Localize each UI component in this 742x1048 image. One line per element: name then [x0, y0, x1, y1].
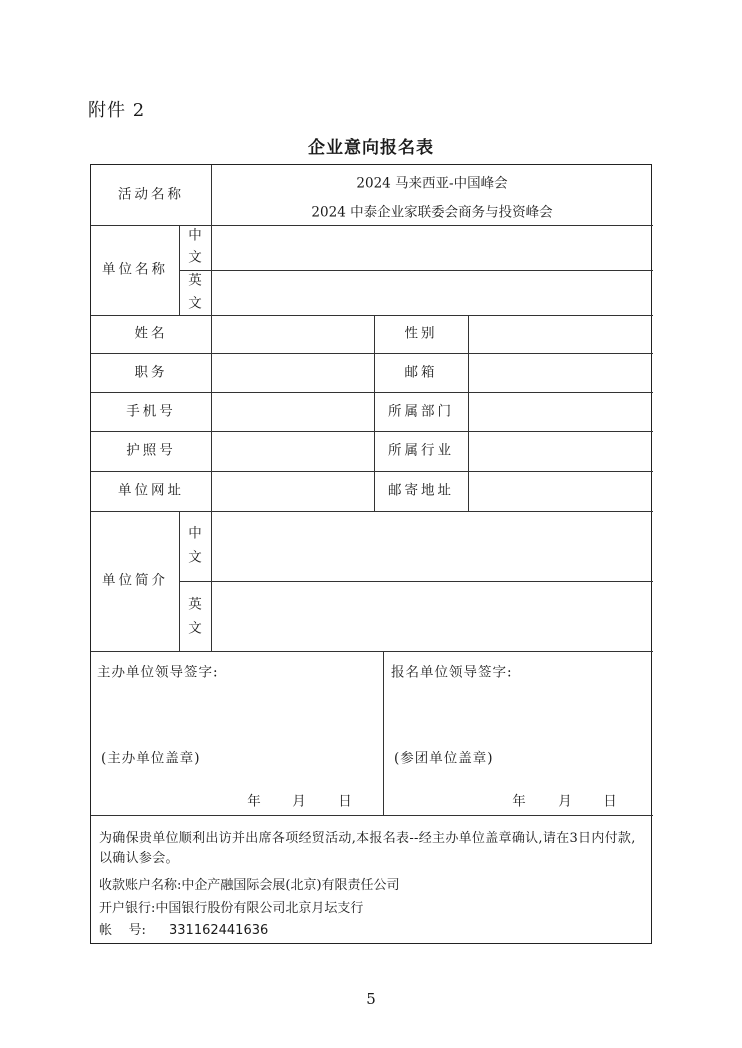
registration-form-table	[90, 164, 652, 944]
mailing-address-field[interactable]	[469, 472, 652, 510]
col-divider	[383, 651, 384, 815]
page-number: 5	[366, 990, 376, 1008]
account-label: 帐 号:	[99, 923, 146, 938]
gender-field[interactable]	[469, 316, 652, 352]
website-label: 单位网址	[118, 482, 184, 499]
host-signature-label: 主办单位领导签字:	[97, 664, 219, 681]
host-seal-label: (主办单位盖章)	[101, 750, 201, 767]
org-name-label: 单位名称	[102, 261, 168, 278]
chinese-label-char: 文	[188, 549, 202, 566]
english-label-char: 英	[188, 272, 202, 289]
org-name-english-field[interactable]	[212, 271, 652, 314]
mobile-label: 手机号	[126, 403, 176, 420]
department-field[interactable]	[469, 393, 652, 430]
event-title-line-2: 2024 中泰企业家联委会商务与投资峰会	[311, 204, 553, 221]
bank-line: 开户银行:中国银行股份有限公司北京月坛支行	[99, 901, 364, 916]
english-label-char: 文	[188, 620, 202, 637]
row-divider	[91, 815, 653, 816]
name-field[interactable]	[212, 316, 373, 352]
col-divider	[179, 511, 180, 651]
applicant-seal-label: (参团单位盖章)	[394, 750, 494, 767]
form-title: 企业意向报名表	[308, 138, 434, 158]
col-divider	[211, 165, 212, 225]
position-field[interactable]	[212, 354, 373, 391]
host-date-year: 年	[247, 793, 261, 810]
email-label: 邮箱	[404, 364, 438, 381]
event-name-label: 活动名称	[118, 186, 184, 203]
department-label: 所属部门	[388, 403, 454, 420]
chinese-label-char: 中	[188, 227, 202, 244]
col-divider	[374, 315, 375, 511]
col-divider	[179, 225, 180, 315]
applicant-date-year: 年	[512, 793, 526, 810]
attachment-label: 附件 2	[88, 100, 146, 121]
intro-chinese-field[interactable]	[212, 512, 652, 580]
industry-field[interactable]	[469, 432, 652, 470]
english-label-char: 文	[188, 295, 202, 312]
mobile-field[interactable]	[212, 393, 373, 430]
event-title-line-1: 2024 马来西亚-中国峰会	[356, 175, 508, 192]
chinese-label-char: 中	[188, 525, 202, 542]
applicant-signature-label: 报名单位领导签字:	[391, 664, 513, 681]
chinese-label-char: 文	[188, 249, 202, 266]
email-field[interactable]	[469, 354, 652, 391]
name-label: 姓名	[134, 325, 168, 342]
english-label-char: 英	[188, 596, 202, 613]
payee-line: 收款账户名称:中企产融国际会展(北京)有限责任公司	[99, 878, 400, 893]
industry-label: 所属行业	[388, 442, 454, 459]
note-paragraph: 为确保贵单位顺利出访并出席各项经贸活动,本报名表--经主办单位盖章确认,请在3日内付款,以确认参会。	[99, 831, 636, 866]
intro-english-field[interactable]	[212, 582, 652, 650]
applicant-date-day: 日	[603, 793, 617, 810]
position-label: 职务	[134, 364, 168, 381]
passport-field[interactable]	[212, 432, 373, 470]
host-date-day: 日	[338, 793, 352, 810]
host-date-month: 月	[292, 793, 306, 810]
row-divider	[91, 651, 653, 652]
org-name-chinese-field[interactable]	[212, 226, 652, 269]
passport-label: 护照号	[126, 442, 176, 459]
mailing-address-label: 邮寄地址	[388, 482, 454, 499]
website-field[interactable]	[212, 472, 373, 510]
gender-label: 性别	[404, 325, 438, 342]
applicant-date-month: 月	[558, 793, 572, 810]
account-number: 331162441636	[169, 923, 269, 938]
intro-label: 单位简介	[102, 572, 168, 589]
